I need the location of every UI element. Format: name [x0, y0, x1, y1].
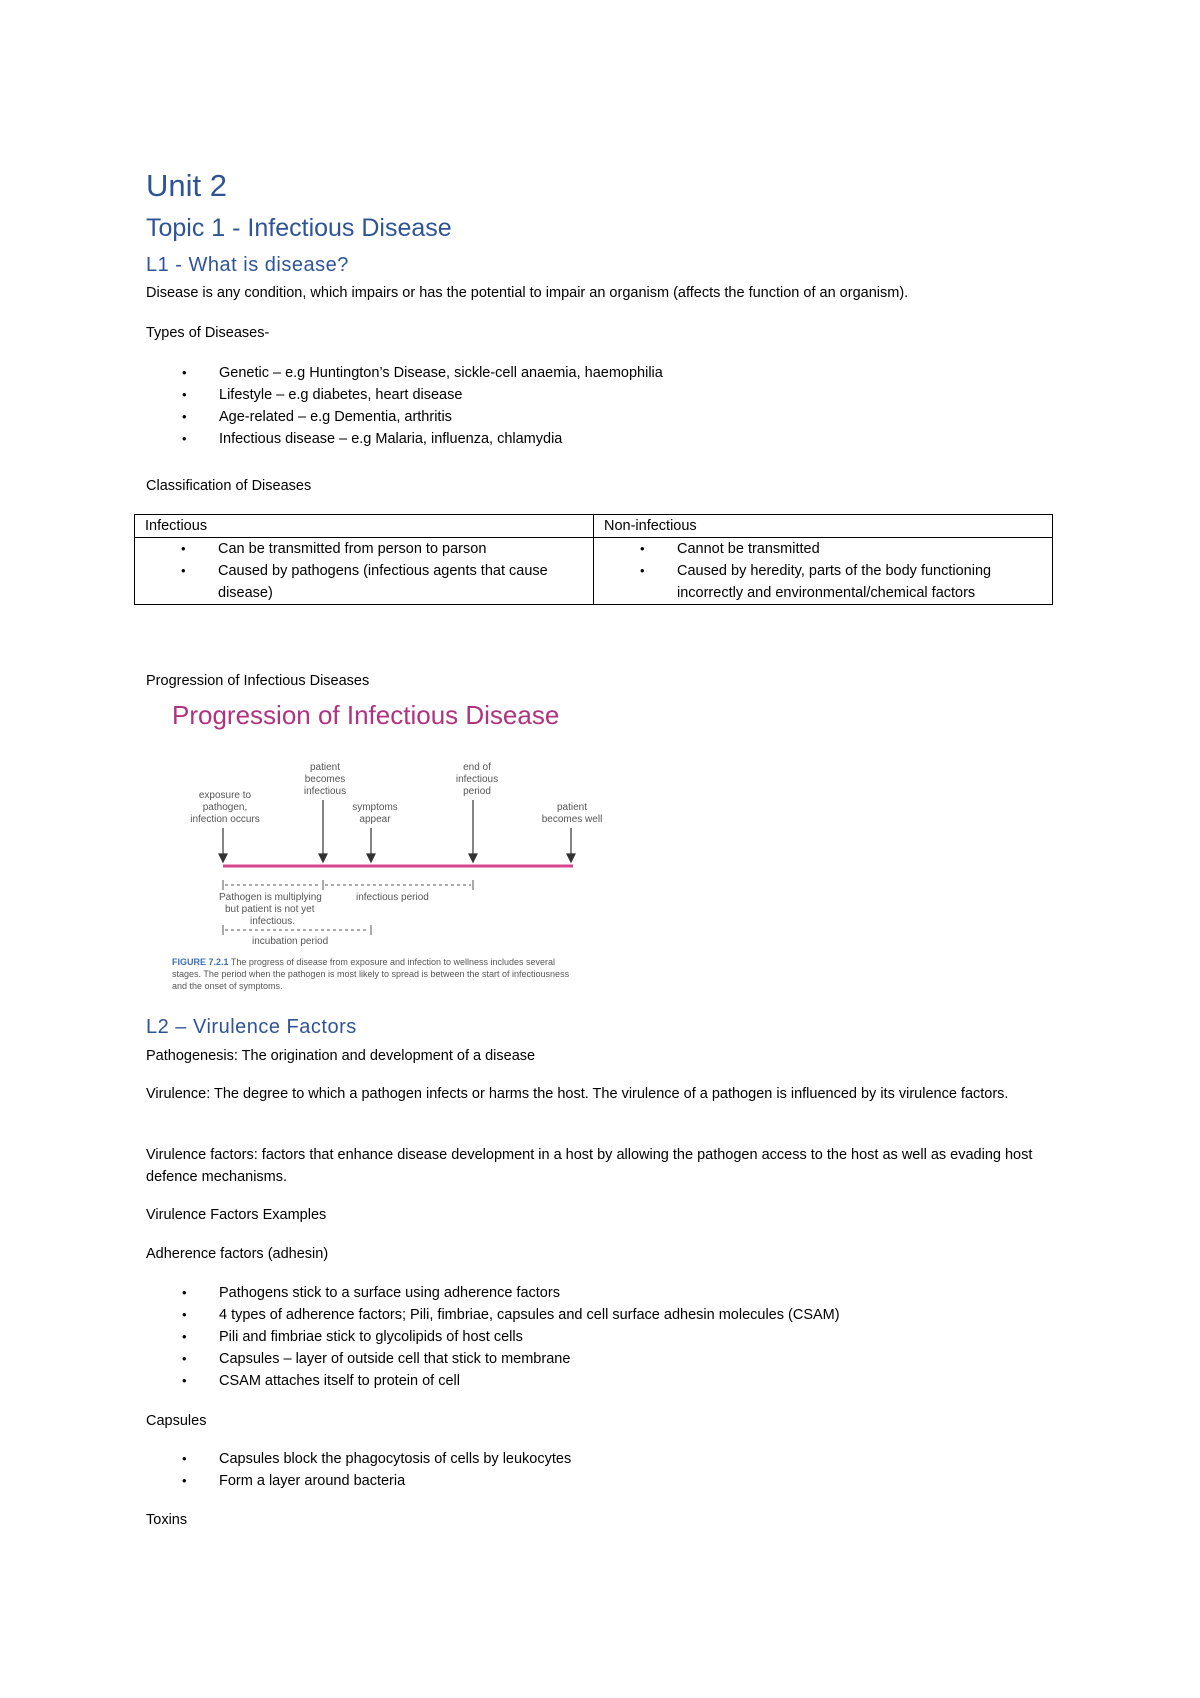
- list-item: • Capsules block the phagocytosis of cells by leukocytes: [146, 1448, 571, 1470]
- virulence-text: Virulence: The degree to which a pathogen infects or harms the host. The virulence of a pathogen is influenced by its virulence factors.: [146, 1086, 1009, 1102]
- table-cell-non-infectious: [594, 538, 1053, 605]
- list-item: • Caused by pathogens (infectious agents that cause disease): [145, 560, 583, 604]
- table-header-infectious: Infectious: [135, 515, 594, 538]
- label-infectious-3: infectious: [303, 786, 347, 797]
- list-item: • Pathogens stick to a surface using adherence factors: [146, 1282, 840, 1304]
- list-item: • Can be transmitted from person to parson: [145, 538, 583, 560]
- progression-diagram: [172, 700, 612, 1000]
- caption-figure-number: FIGURE 7.2.1: [172, 957, 229, 967]
- unit-title: Unit 2: [146, 168, 227, 203]
- l1-heading: L1 - What is disease?: [146, 254, 349, 276]
- label-well-1: patient: [556, 802, 588, 813]
- label-end-1: end of: [463, 762, 491, 773]
- label-multiplying-3: infectious.: [250, 916, 296, 927]
- disease-definition: Disease is any condition, which impairs or has the potential to impair an organism (affects the function of an organism).: [146, 285, 909, 301]
- label-incubation: incubation period: [252, 936, 329, 947]
- l2-heading: L2 – Virulence Factors: [146, 1016, 357, 1038]
- list-item: • Pili and fimbriae stick to glycolipids of host cells: [146, 1326, 840, 1348]
- classification-label: Classification of Diseases: [146, 478, 312, 494]
- label-multiplying-1: Pathogen is multiplying: [219, 892, 322, 903]
- figure-caption-line-1: [172, 957, 555, 967]
- figure-caption-line-3: and the onset of symptoms.: [172, 981, 283, 991]
- examples-label: Virulence Factors Examples: [146, 1207, 327, 1223]
- label-symptoms-1: symptoms: [352, 802, 398, 813]
- caption-part-1: The progress of disease from exposure and infection to wellness includes several: [228, 957, 556, 967]
- table-header-non-infectious: Non-infectious: [594, 515, 1053, 538]
- list-item: • CSAM attaches itself to protein of cell: [146, 1370, 840, 1392]
- label-exposure-2: pathogen,: [202, 802, 248, 813]
- virulence-factors-text: Virulence factors: factors that enhance disease development in a host by allowing the pathogen access to the host as well as evading host defence mechanisms.: [146, 1147, 1033, 1185]
- list-item: • Genetic – e.g Huntington’s Disease, sickle-cell anaemia, haemophilia: [146, 362, 663, 384]
- adherence-label: Adherence factors (adhesin): [146, 1246, 329, 1262]
- label-symptoms-2: appear: [359, 814, 391, 825]
- list-item: • 4 types of adherence factors; Pili, fimbriae, capsules and cell surface adhesin molecules (CSAM): [146, 1304, 840, 1326]
- classification-table: [134, 514, 1053, 605]
- progression-label: Progression of Infectious Diseases: [146, 673, 370, 689]
- list-item: • Cannot be transmitted: [604, 538, 1042, 560]
- capsules-label: Capsules: [146, 1413, 207, 1429]
- list-item: • Lifestyle – e.g diabetes, heart disease: [146, 384, 663, 406]
- figure-caption-line-2: stages. The period when the pathogen is most likely to spread is between the start of infectiousness: [172, 969, 570, 979]
- label-well-2: becomes well: [541, 814, 603, 825]
- label-multiplying-2: but patient is not yet: [225, 904, 315, 915]
- list-item: • Form a layer around bacteria: [146, 1470, 571, 1492]
- label-end-2: infectious: [455, 774, 499, 785]
- list-item: • Capsules – layer of outside cell that stick to membrane: [146, 1348, 840, 1370]
- disease-types-list: [146, 362, 663, 450]
- pathogenesis-text: Pathogenesis: The origination and development of a disease: [146, 1048, 536, 1064]
- label-infectious-1: patient: [309, 762, 341, 773]
- types-label: Types of Diseases-: [146, 325, 270, 341]
- label-infectious-2: becomes: [304, 774, 346, 785]
- label-end-3: period: [463, 786, 491, 797]
- capsules-list: [146, 1448, 571, 1492]
- progression-figure: [172, 700, 612, 1000]
- adherence-list: [146, 1282, 840, 1392]
- label-exposure-3: infection occurs: [190, 814, 260, 825]
- table-cell-infectious: [135, 538, 594, 605]
- label-exposure-1: exposure to: [198, 790, 252, 801]
- toxins-label: Toxins: [146, 1512, 188, 1528]
- list-item: • Caused by heredity, parts of the body functioning incorrectly and environmental/chemical factors: [604, 560, 1042, 604]
- list-item: • Age-related – e.g Dementia, arthritis: [146, 406, 663, 428]
- figure-title: Progression of Infectious Disease: [172, 700, 560, 730]
- label-infectious-period: infectious period: [356, 892, 429, 903]
- list-item: • Infectious disease – e.g Malaria, influenza, chlamydia: [146, 428, 663, 450]
- topic-title: Topic 1 - Infectious Disease: [146, 214, 452, 242]
